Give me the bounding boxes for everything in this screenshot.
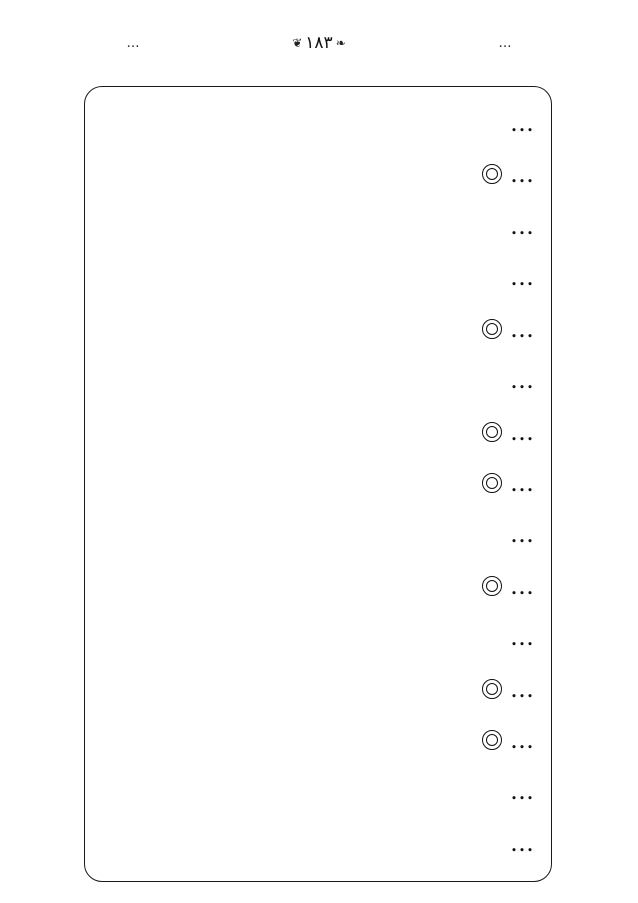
line-text: … — [510, 520, 534, 549]
line-text: … — [510, 777, 534, 806]
text-line — [104, 205, 534, 247]
line-text: … — [510, 263, 534, 292]
line-text: … — [510, 314, 534, 343]
line-text: … — [510, 417, 534, 446]
line-text: … — [510, 468, 534, 497]
ayah-marker-icon — [482, 164, 502, 184]
right-ornament-icon: ❦ — [292, 36, 303, 50]
ayah-marker-icon — [482, 473, 502, 493]
juz-name: … — [126, 35, 140, 51]
text-line — [104, 256, 534, 298]
text-line — [104, 616, 534, 658]
line-text: … — [510, 366, 534, 395]
line-text: … — [510, 674, 534, 703]
text-line — [104, 153, 534, 195]
ayah-marker-icon — [482, 319, 502, 339]
text-line — [104, 308, 534, 350]
line-text: … — [510, 571, 534, 600]
text-line — [104, 102, 534, 144]
text-line — [104, 719, 534, 761]
text-block — [104, 102, 534, 864]
line-text: … — [510, 623, 534, 652]
line-text: … — [510, 211, 534, 240]
ayah-marker-icon — [482, 730, 502, 750]
text-line — [104, 513, 534, 555]
text-line — [104, 565, 534, 607]
ayah-marker-icon — [482, 422, 502, 442]
line-text: … — [510, 109, 534, 137]
text-line — [104, 668, 534, 710]
text-line — [104, 359, 534, 401]
surah-name: … — [498, 35, 512, 51]
page-number: ١٨٣ — [305, 33, 333, 53]
left-ornament-icon: ❧ — [335, 36, 346, 50]
line-text: … — [510, 828, 534, 857]
line-text: … — [510, 726, 534, 755]
page-header — [88, 22, 550, 64]
text-line — [104, 822, 534, 864]
page-number-group — [292, 33, 346, 53]
text-line — [104, 411, 534, 453]
ayah-marker-icon — [482, 576, 502, 596]
text-line — [104, 770, 534, 812]
ayah-marker-icon — [482, 679, 502, 699]
text-line — [104, 462, 534, 504]
line-text: … — [510, 160, 534, 189]
